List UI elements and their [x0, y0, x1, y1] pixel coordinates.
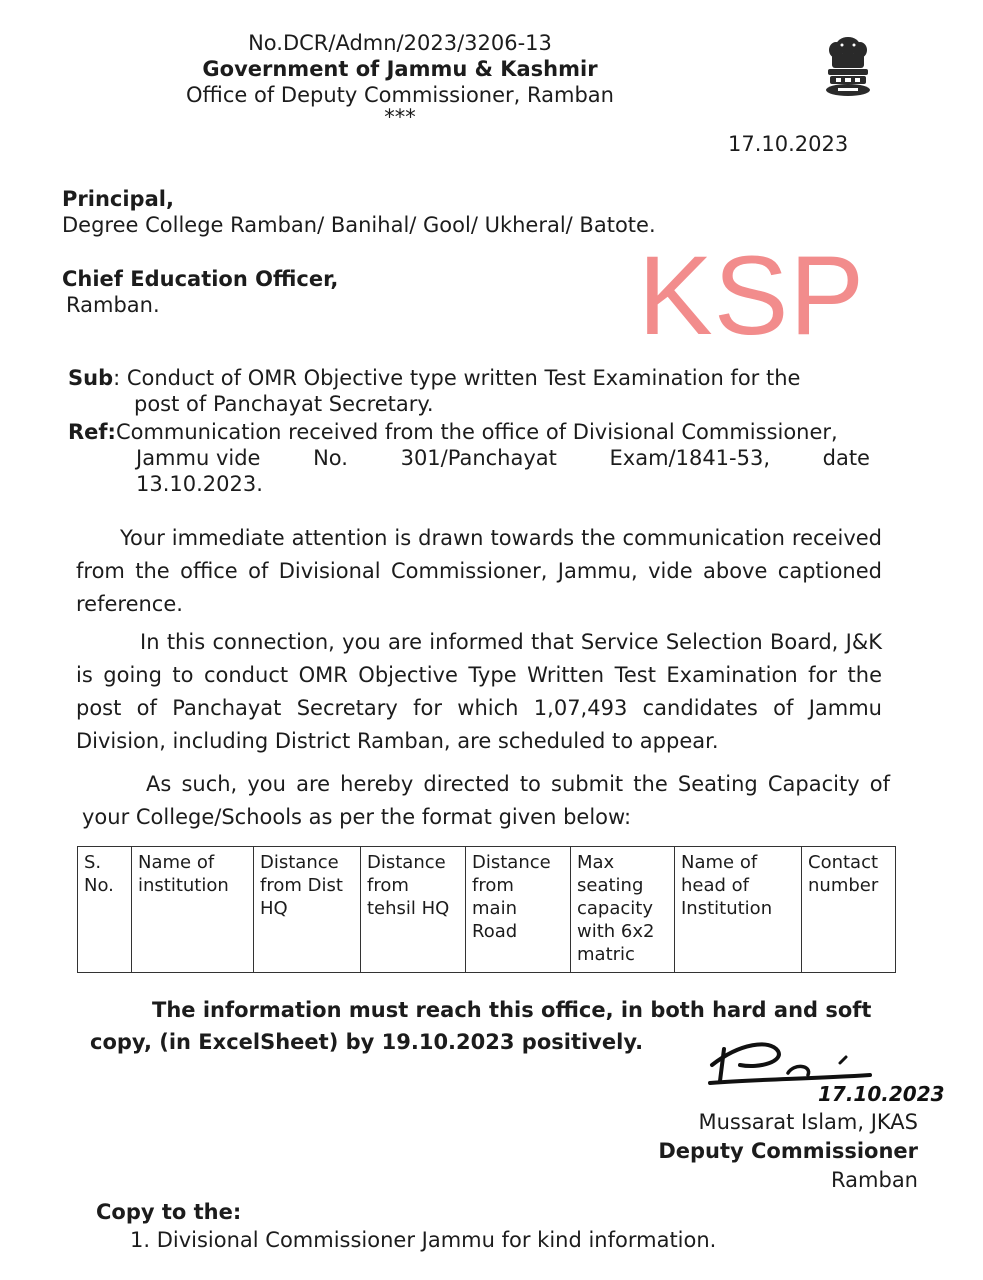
reference-date: 13.10.2023. — [136, 472, 263, 496]
reference-label: Ref: — [68, 420, 116, 444]
government-name: Government of Jammu & Kashmir — [202, 57, 598, 81]
subject-label: Sub — [68, 366, 114, 390]
table-header-cell: S. No. — [78, 847, 132, 973]
reference-text-cont: Jammu vide No. 301/Panchayat Exam/1841-53, date — [136, 446, 870, 470]
addressee-principal — [62, 186, 656, 238]
table-header-cell: Distance from tehsil HQ — [361, 847, 466, 973]
subject-text-cont: post of Panchayat Secretary. — [134, 392, 434, 416]
table-header-cell: Name of head of Institution — [675, 847, 802, 973]
addressee-detail: Degree College Ramban/ Banihal/ Gool/ Ukheral/ Batote. — [62, 213, 656, 237]
reference-number: No.DCR/Admn/2023/3206-13 — [248, 31, 552, 55]
letter-date: 17.10.2023 — [728, 132, 849, 156]
addressee-title: Principal, — [62, 187, 174, 211]
signatory-place: Ramban — [831, 1168, 918, 1192]
letter-header — [150, 30, 650, 129]
table-header-cell: Distance from main Road — [466, 847, 571, 973]
subject-line — [68, 365, 878, 391]
table-header-cell: Max seating capacity with 6x2 matric — [571, 847, 675, 973]
signatory-block — [600, 1108, 918, 1195]
table-header-cell: Contact number — [802, 847, 896, 973]
addressee-ceo — [62, 266, 338, 318]
paragraph-directive: As such, you are hereby directed to submit the Seating Capacity of your College/Schools as per the format given below: — [82, 772, 890, 829]
copy-to-section — [96, 1198, 716, 1254]
paragraph-attention: Your immediate attention is drawn towards the communication received from the office of Divisional Commissioner, Jammu, vide above captioned reference. — [76, 526, 882, 616]
table-header-cell: Distance from Dist HQ — [254, 847, 361, 973]
header-separator: *** — [384, 105, 416, 129]
watermark-ksp: KSP — [638, 233, 866, 358]
national-emblem-icon — [818, 36, 878, 98]
handwritten-signature-icon — [700, 1035, 970, 1105]
table-header-row — [78, 847, 896, 973]
subject-text: : Conduct of OMR Objective type written Test Examination for the — [113, 366, 801, 390]
signatory-name: Mussarat Islam, JKAS — [698, 1110, 918, 1134]
signature-date: 17.10.2023 — [818, 1082, 945, 1105]
addressee-title: Chief Education Officer, — [62, 267, 339, 291]
copy-to-heading: Copy to the: — [96, 1200, 242, 1224]
seating-capacity-table — [77, 846, 896, 973]
addressee-detail: Ramban. — [66, 293, 160, 317]
reference-line — [68, 419, 878, 445]
list-item: 1. Divisional Commissioner Jammu for kind information. — [130, 1228, 717, 1252]
signatory-designation: Deputy Commissioner — [658, 1139, 918, 1163]
paragraph-connection: In this connection, you are informed that Service Selection Board, J&K is going to conduct OMR Objective Type Written Test Examination for the post of Panchayat Secretary for which 1,07,493 candidates of Jammu Division, including District Ramban, are scheduled to appear. — [76, 630, 882, 753]
submission-notice: The information must reach this office, in both hard and soft copy, (in ExcelSheet) by 19.10.2023 positively. — [90, 998, 872, 1054]
table-header-cell: Name of institution — [132, 847, 254, 973]
subject-reference-block — [68, 365, 878, 497]
reference-text: Communication received from the office of Divisional Commissioner, — [115, 420, 838, 444]
office-name: Office of Deputy Commissioner, Ramban — [186, 83, 614, 107]
